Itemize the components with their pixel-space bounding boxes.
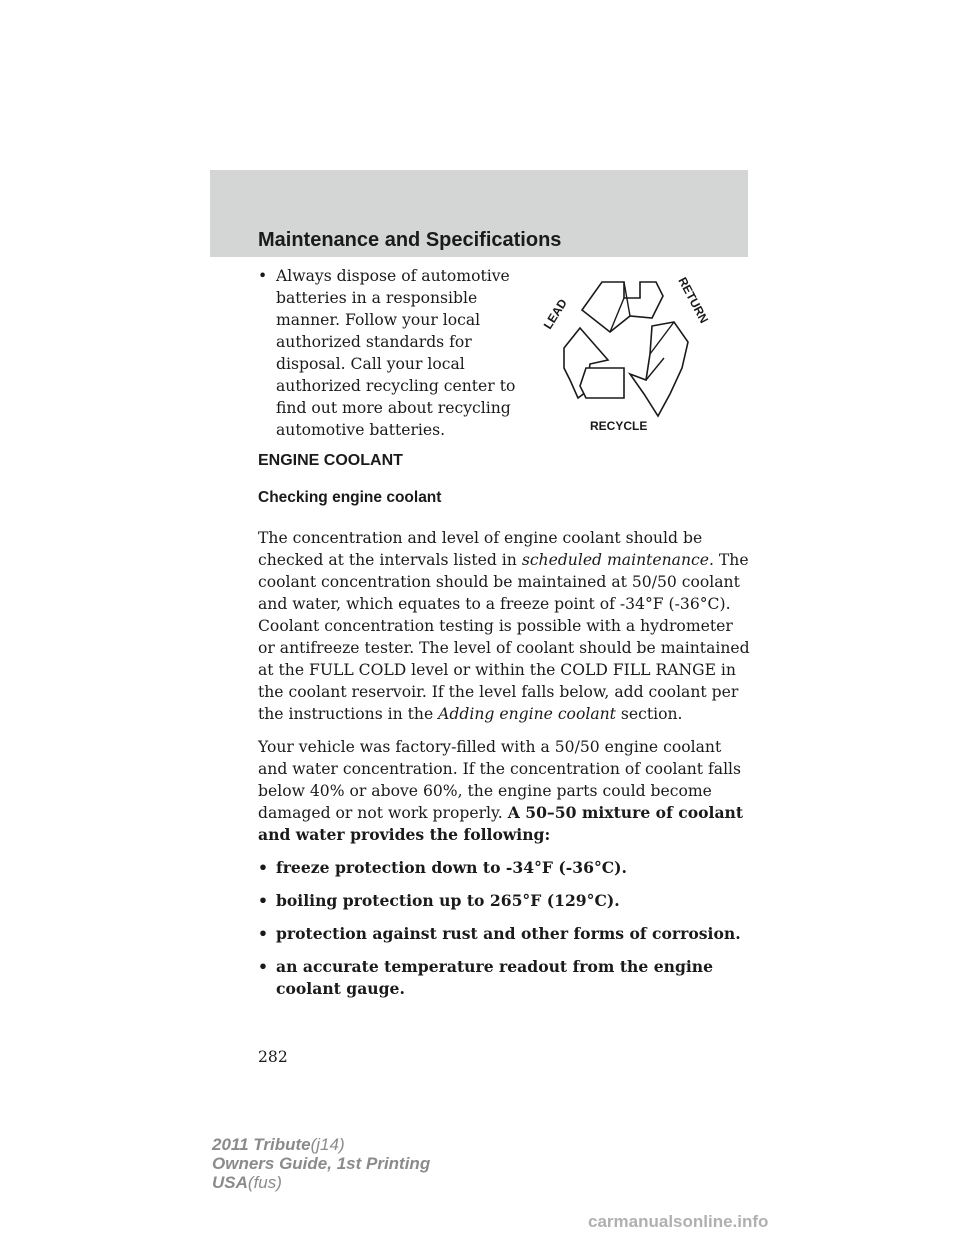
list-item: • boiling protection up to 265°F (129°C). <box>258 891 620 910</box>
bullet-icon: • <box>258 957 268 976</box>
battery-disposal-text: Always dispose of automotive batteries in a responsible manner. Follow your local authorized standards for disposal. Call your local authorized recycling center to find out more about recycling automotive batteries. <box>276 267 516 439</box>
bullet-icon: • <box>258 924 268 943</box>
adding-coolant-ref: Adding engine coolant <box>438 705 616 723</box>
list-item: • protection against rust and other forms of corrosion. <box>258 924 741 943</box>
battery-disposal-note <box>258 265 520 441</box>
sub-heading: Checking engine coolant <box>258 489 442 506</box>
section-heading: ENGINE COOLANT <box>258 452 403 469</box>
list-item: • freeze protection down to -34°F (-36°C). <box>258 858 627 877</box>
bullet-icon: • <box>258 891 268 910</box>
coolant-benefits-list <box>258 857 750 1000</box>
list-item: • an accurate temperature readout from the engine coolant gauge. <box>258 957 714 998</box>
watermark: carmanualsonline.info <box>588 1212 769 1231</box>
recycle-arrow-left-tail <box>580 368 624 398</box>
coolant-body <box>258 527 750 1011</box>
bullet-icon: • <box>258 858 268 877</box>
return-label: RETURN <box>675 274 712 326</box>
bullet-icon: • <box>258 267 268 285</box>
recycle-label: RECYCLE <box>590 419 648 433</box>
coolant-paragraph-1: The concentration and level of engine coolant should be checked at the intervals listed in scheduled maintenance. The coolant concentration should be maintained at 50/50 coolant and water, which equates to a freeze point of -34°F (-36°C). Coolant concentration testing is possible with a hydrometer or antifreeze tester. The level of coolant should be maintained at the FULL COLD level or within the COLD FILL RANGE in the coolant reservoir. If the level falls below, add coolant per the instructions in the Adding engine coolant section. <box>258 529 750 723</box>
scheduled-maintenance-ref: scheduled maintenance. <box>521 551 714 569</box>
recycle-arrows-icon <box>528 268 740 438</box>
recycle-graphic <box>528 268 740 438</box>
list-item <box>258 265 520 441</box>
page-title: Maintenance and Specifications <box>258 229 562 251</box>
recycle-arrow-top <box>582 282 663 332</box>
recycle-arrow-right <box>630 322 688 416</box>
print-footer: 2011 Tribute(j14) Owners Guide, 1st Printing USA(fus) <box>212 1135 431 1192</box>
page-number: 282 <box>258 1048 288 1066</box>
coolant-paragraph-2: Your vehicle was factory-filled with a 50/50 engine coolant and water concentration. If the concentration of coolant falls below 40% or above 60%, the engine parts could become damaged or not work properly. A 50–50 mixture of coolant and water provides the following: <box>258 738 744 844</box>
lead-label: LEAD <box>540 296 570 332</box>
